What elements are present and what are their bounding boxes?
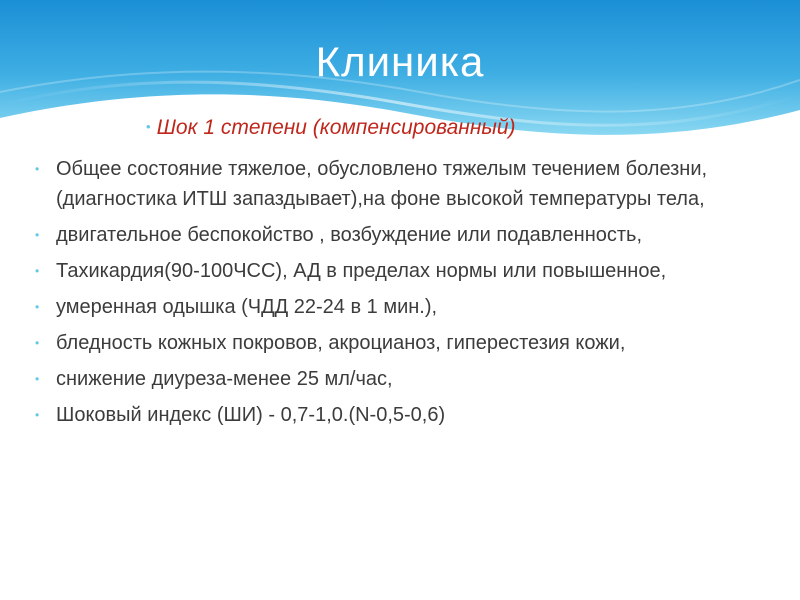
- list-item-text: двигательное беспокойство , возбуждение или подавленность,: [56, 224, 643, 246]
- subheading-text: Шок 1 степени (компенсированный): [156, 116, 516, 139]
- slide-title: Клиника: [315, 38, 485, 85]
- list-item: [34, 154, 774, 214]
- bullet-icon: •: [35, 408, 40, 422]
- subheading: [146, 114, 774, 144]
- bullet-icon: •: [35, 336, 40, 350]
- list-item: [34, 400, 774, 430]
- list-item-text: Шоковый индекс (ШИ) - 0,7-1,0.(N-0,5-0,6): [56, 404, 446, 426]
- list-item: [34, 256, 774, 286]
- list-item-text: Общее состояние тяжелое, обусловлено тяжелым течением болезни, (диагностика ИТШ запаздывает),на фоне высокой температуры тела,: [56, 158, 708, 210]
- list-item-text: умеренная одышка (ЧДД 22-24 в 1 мин.),: [56, 296, 438, 318]
- list-item-text: Тахикардия(90-100ЧСС), АД в пределах нормы или повышенное,: [56, 260, 667, 282]
- content-body: [34, 114, 774, 436]
- bullet-icon: •: [35, 300, 40, 314]
- bullet-icon: •: [35, 162, 40, 176]
- bullet-list: [34, 154, 774, 430]
- list-item-text: снижение диуреза-менее 25 мл/час,: [56, 368, 393, 390]
- bullet-icon: •: [35, 372, 40, 386]
- bullet-icon: •: [35, 228, 40, 242]
- bullet-icon: •: [35, 264, 40, 278]
- list-item: [34, 292, 774, 322]
- list-item: [34, 328, 774, 358]
- list-item: [34, 220, 774, 250]
- bullet-icon: •: [146, 119, 151, 134]
- list-item: [34, 364, 774, 394]
- list-item-text: бледность кожных покровов, акроцианоз, гиперестезия кожи,: [56, 332, 626, 354]
